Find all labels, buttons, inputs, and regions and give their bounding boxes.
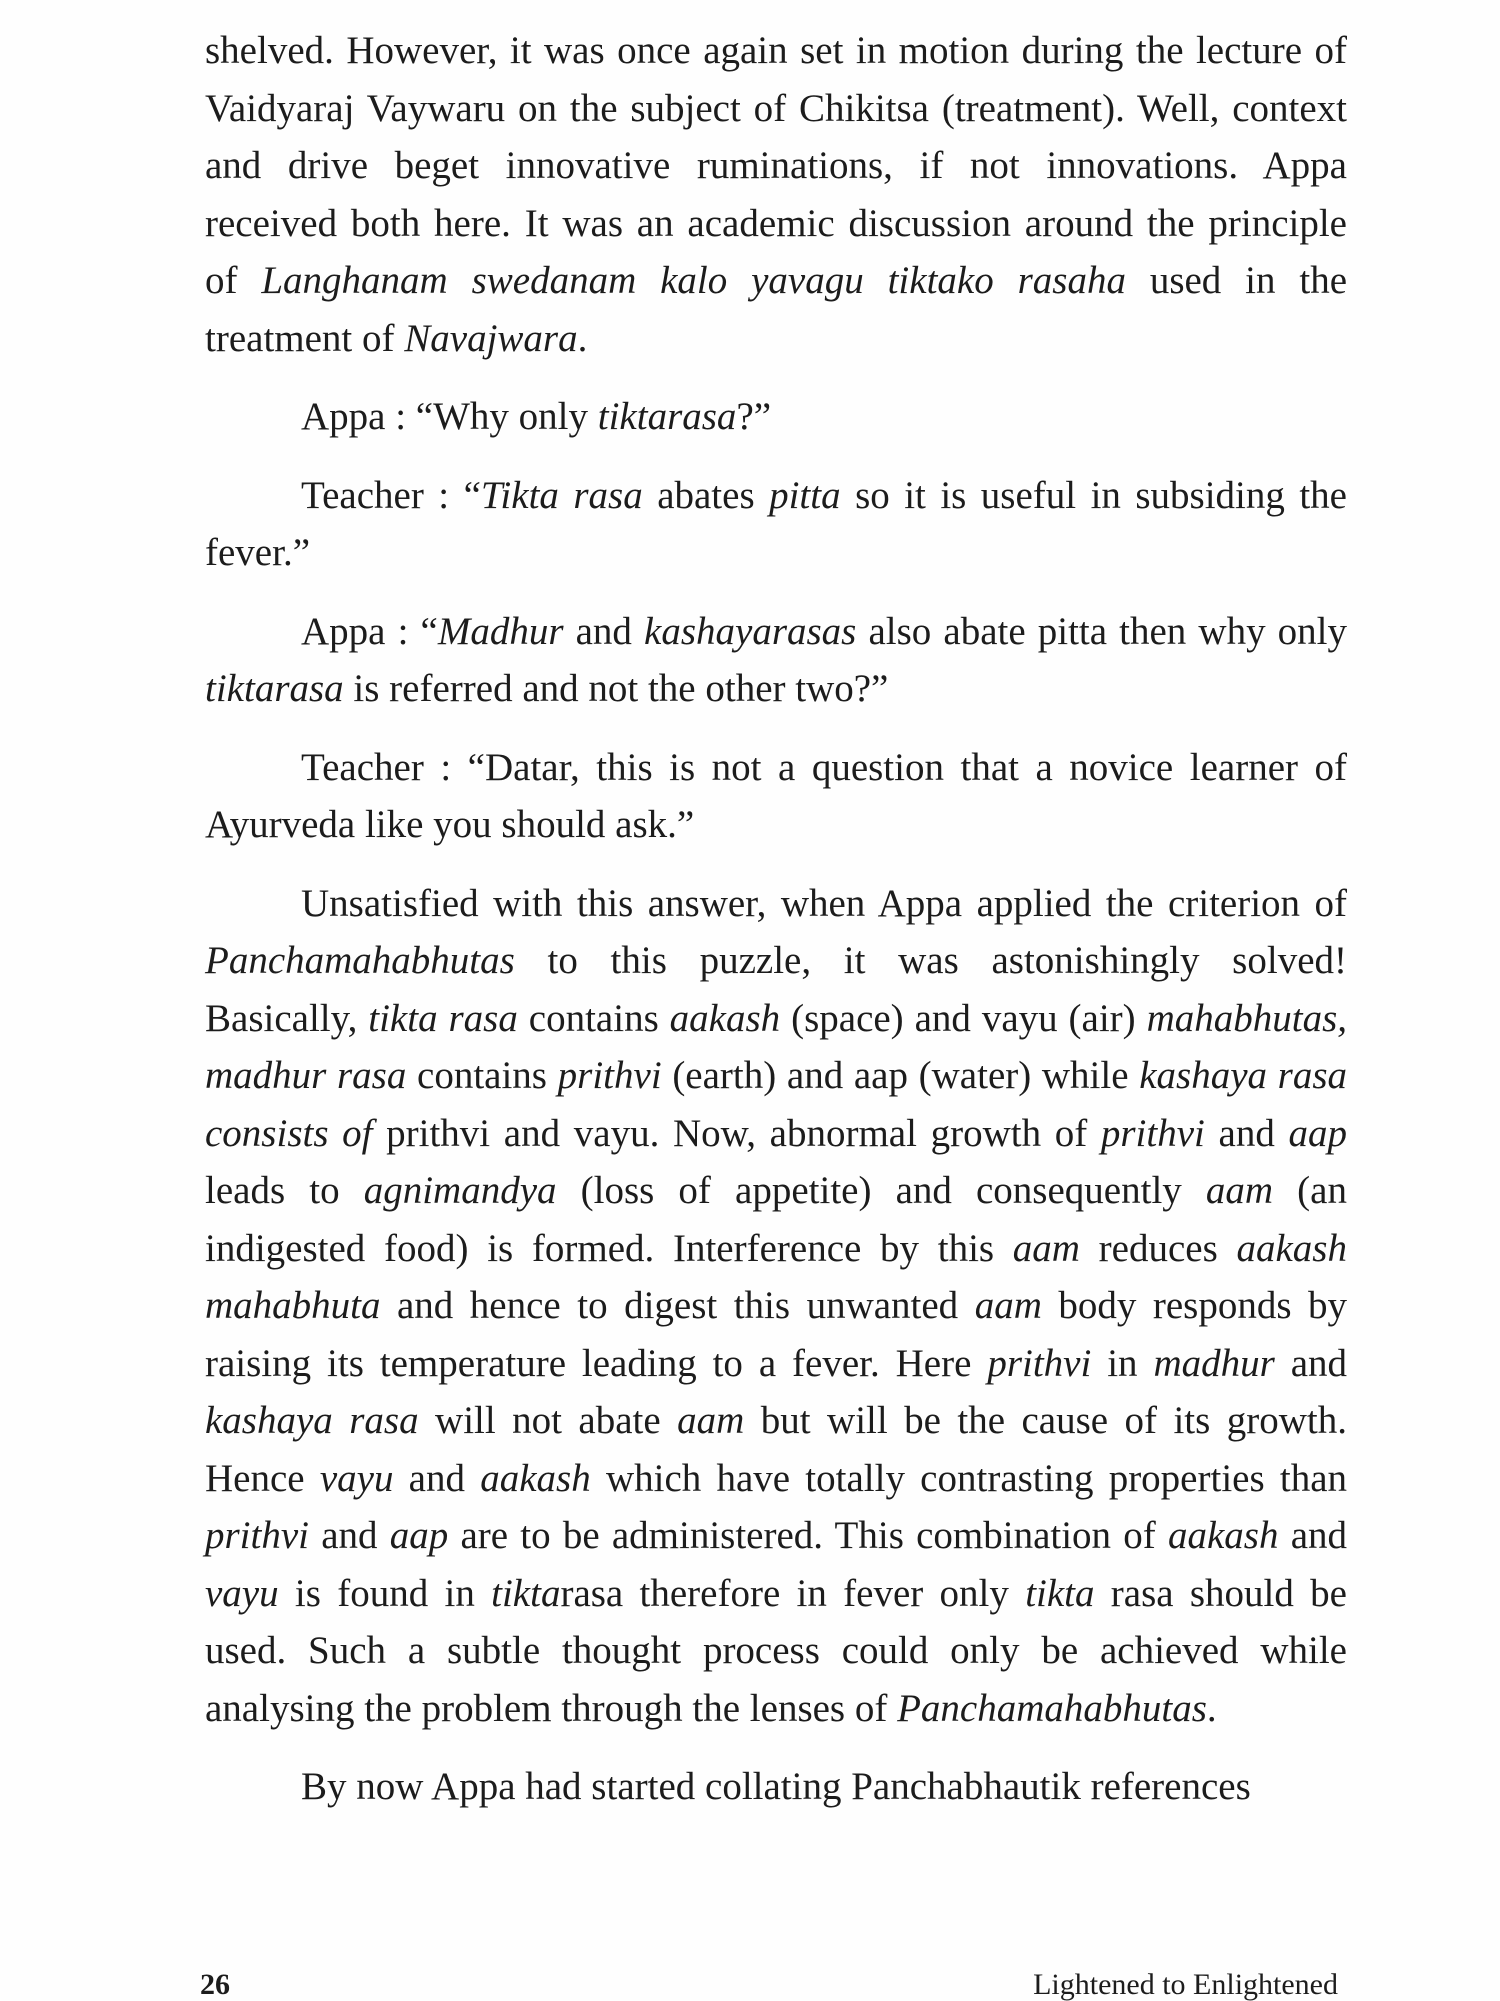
text-run: reduces [1079, 1226, 1237, 1270]
paragraph [205, 875, 1347, 1738]
italic-term: agnimandya [363, 1169, 557, 1212]
italic-term: mahabhutas, madhur rasa [205, 996, 1348, 1097]
text-run: prithvi and vayu. Now, abnormal growth of [372, 1111, 1101, 1155]
italic-term: prithvi [205, 1514, 309, 1557]
text-run: will not abate [418, 1399, 678, 1442]
text-run: but will be the cause of its growth. Hence [205, 1399, 1347, 1500]
paragraph [205, 22, 1347, 367]
italic-term: aakash [480, 1456, 591, 1500]
text-run: and [1204, 1111, 1289, 1155]
italic-term: prithvi [557, 1054, 662, 1097]
italic-term: Tikta rasa [480, 473, 643, 517]
text-run: shelved. However, it was once again set in motion during the lecture of Vaidyaraj Vaywaru on the subject of Chikitsa (treatment). Well, context and drive beget innovative ruminations, if not innovations. Appa received both here. It was an academic discussion around the principle of [205, 29, 1347, 302]
text-run: contains [406, 1054, 558, 1097]
paragraph [205, 603, 1347, 718]
text-run: and hence to digest this unwanted [380, 1284, 975, 1327]
text-run: ?” [736, 395, 772, 438]
text-run: leads to [205, 1169, 364, 1212]
italic-term: tikta [491, 1571, 561, 1615]
text-run: . [577, 316, 588, 360]
italic-term: Navajwara [404, 316, 578, 360]
text-run: which have totally contrasting properties than [590, 1456, 1348, 1500]
italic-term: Panchamahabhutas [897, 1686, 1207, 1730]
running-footer-title: Lightened to Enlightened [1033, 1968, 1338, 2001]
italic-term: vayu [205, 1571, 279, 1615]
text-run: and [1274, 1341, 1348, 1385]
text-run: By now Appa had started collating Panchabhautik references [301, 1765, 1251, 1808]
text-run: (space) and vayu (air) [780, 996, 1147, 1040]
italic-term: kashaya rasa [205, 1399, 419, 1442]
text-run: in [1091, 1341, 1154, 1385]
text-run: contains [517, 996, 670, 1040]
italic-term: prithvi [987, 1341, 1092, 1385]
text-run: (earth) and aap (water) while [661, 1054, 1140, 1097]
italic-term: aam [1205, 1169, 1274, 1212]
italic-term: aakash [1167, 1514, 1279, 1557]
italic-term: tikta [1025, 1571, 1095, 1615]
text-run: and [1278, 1514, 1348, 1557]
text-run: abates [642, 473, 770, 517]
paragraph [205, 388, 1347, 446]
text-run: to this puzzle, it was astonishingly solved! Basically, [205, 939, 1347, 1040]
text-run: Appa : “ [301, 609, 438, 653]
text-run: Teacher : “ [301, 473, 481, 517]
italic-term: aakash mahabhuta [205, 1226, 1347, 1327]
italic-term: prithvi [1100, 1111, 1205, 1155]
text-run: are to be administered. This combination of [448, 1514, 1168, 1557]
paragraph [205, 467, 1347, 582]
italic-term: aakash [669, 996, 781, 1040]
text-run: (an indigested food) is formed. Interference by this [205, 1169, 1347, 1270]
text-run: Unsatisfied with this answer, when Appa applied the criterion of [301, 881, 1347, 925]
text-run: and [393, 1456, 481, 1500]
text-run: is referred and not the other two?” [343, 667, 889, 710]
text-run: so it is useful in subsiding the fever.” [205, 473, 1347, 574]
italic-term: kashayarasas [644, 609, 857, 653]
text-run: (loss of appetite) and consequently [556, 1169, 1206, 1212]
text-run: rasa should be used. Such a subtle thought process could only be achieved while analysing the problem through the lenses of [205, 1571, 1347, 1730]
italic-term: aam [677, 1399, 745, 1442]
italic-term: tiktarasa [597, 395, 737, 438]
italic-term: tikta rasa [368, 996, 518, 1040]
italic-term: Panchamahabhutas [205, 939, 515, 982]
italic-term: Langhanam swedanam kalo yavagu tiktako rasaha [261, 259, 1126, 302]
text-run: . [1206, 1686, 1217, 1730]
paragraph [205, 1758, 1347, 1816]
italic-term: madhur [1153, 1341, 1275, 1385]
text-run: and [563, 609, 645, 653]
italic-term: Madhur [437, 609, 564, 653]
text-run: and [309, 1514, 390, 1557]
text-run: Teacher : “Datar, this is not a question that a novice learner of Ayurveda like you should ask.” [205, 745, 1347, 846]
italic-term: aam [1012, 1226, 1080, 1270]
page-number: 26 [200, 1968, 230, 2001]
text-run: Appa : “Why only [301, 395, 598, 438]
italic-term: aap [1288, 1111, 1347, 1155]
body-text [205, 22, 1347, 1816]
text-run: used in the treatment of [205, 259, 1348, 360]
italic-term: kashaya rasa consists of [205, 1054, 1348, 1155]
text-run: rasa therefore in fever only [560, 1571, 1026, 1615]
text-run: also abate pitta then why only [856, 609, 1348, 653]
text-run: is found in [278, 1571, 492, 1615]
italic-term: tiktarasa [205, 667, 344, 710]
italic-term: pitta [769, 473, 841, 517]
italic-term: aap [389, 1514, 449, 1557]
text-run: body responds by raising its temperature leading to a fever. Here [205, 1284, 1348, 1385]
italic-term: vayu [319, 1456, 394, 1500]
paragraph [205, 739, 1347, 854]
italic-term: aam [974, 1284, 1042, 1327]
